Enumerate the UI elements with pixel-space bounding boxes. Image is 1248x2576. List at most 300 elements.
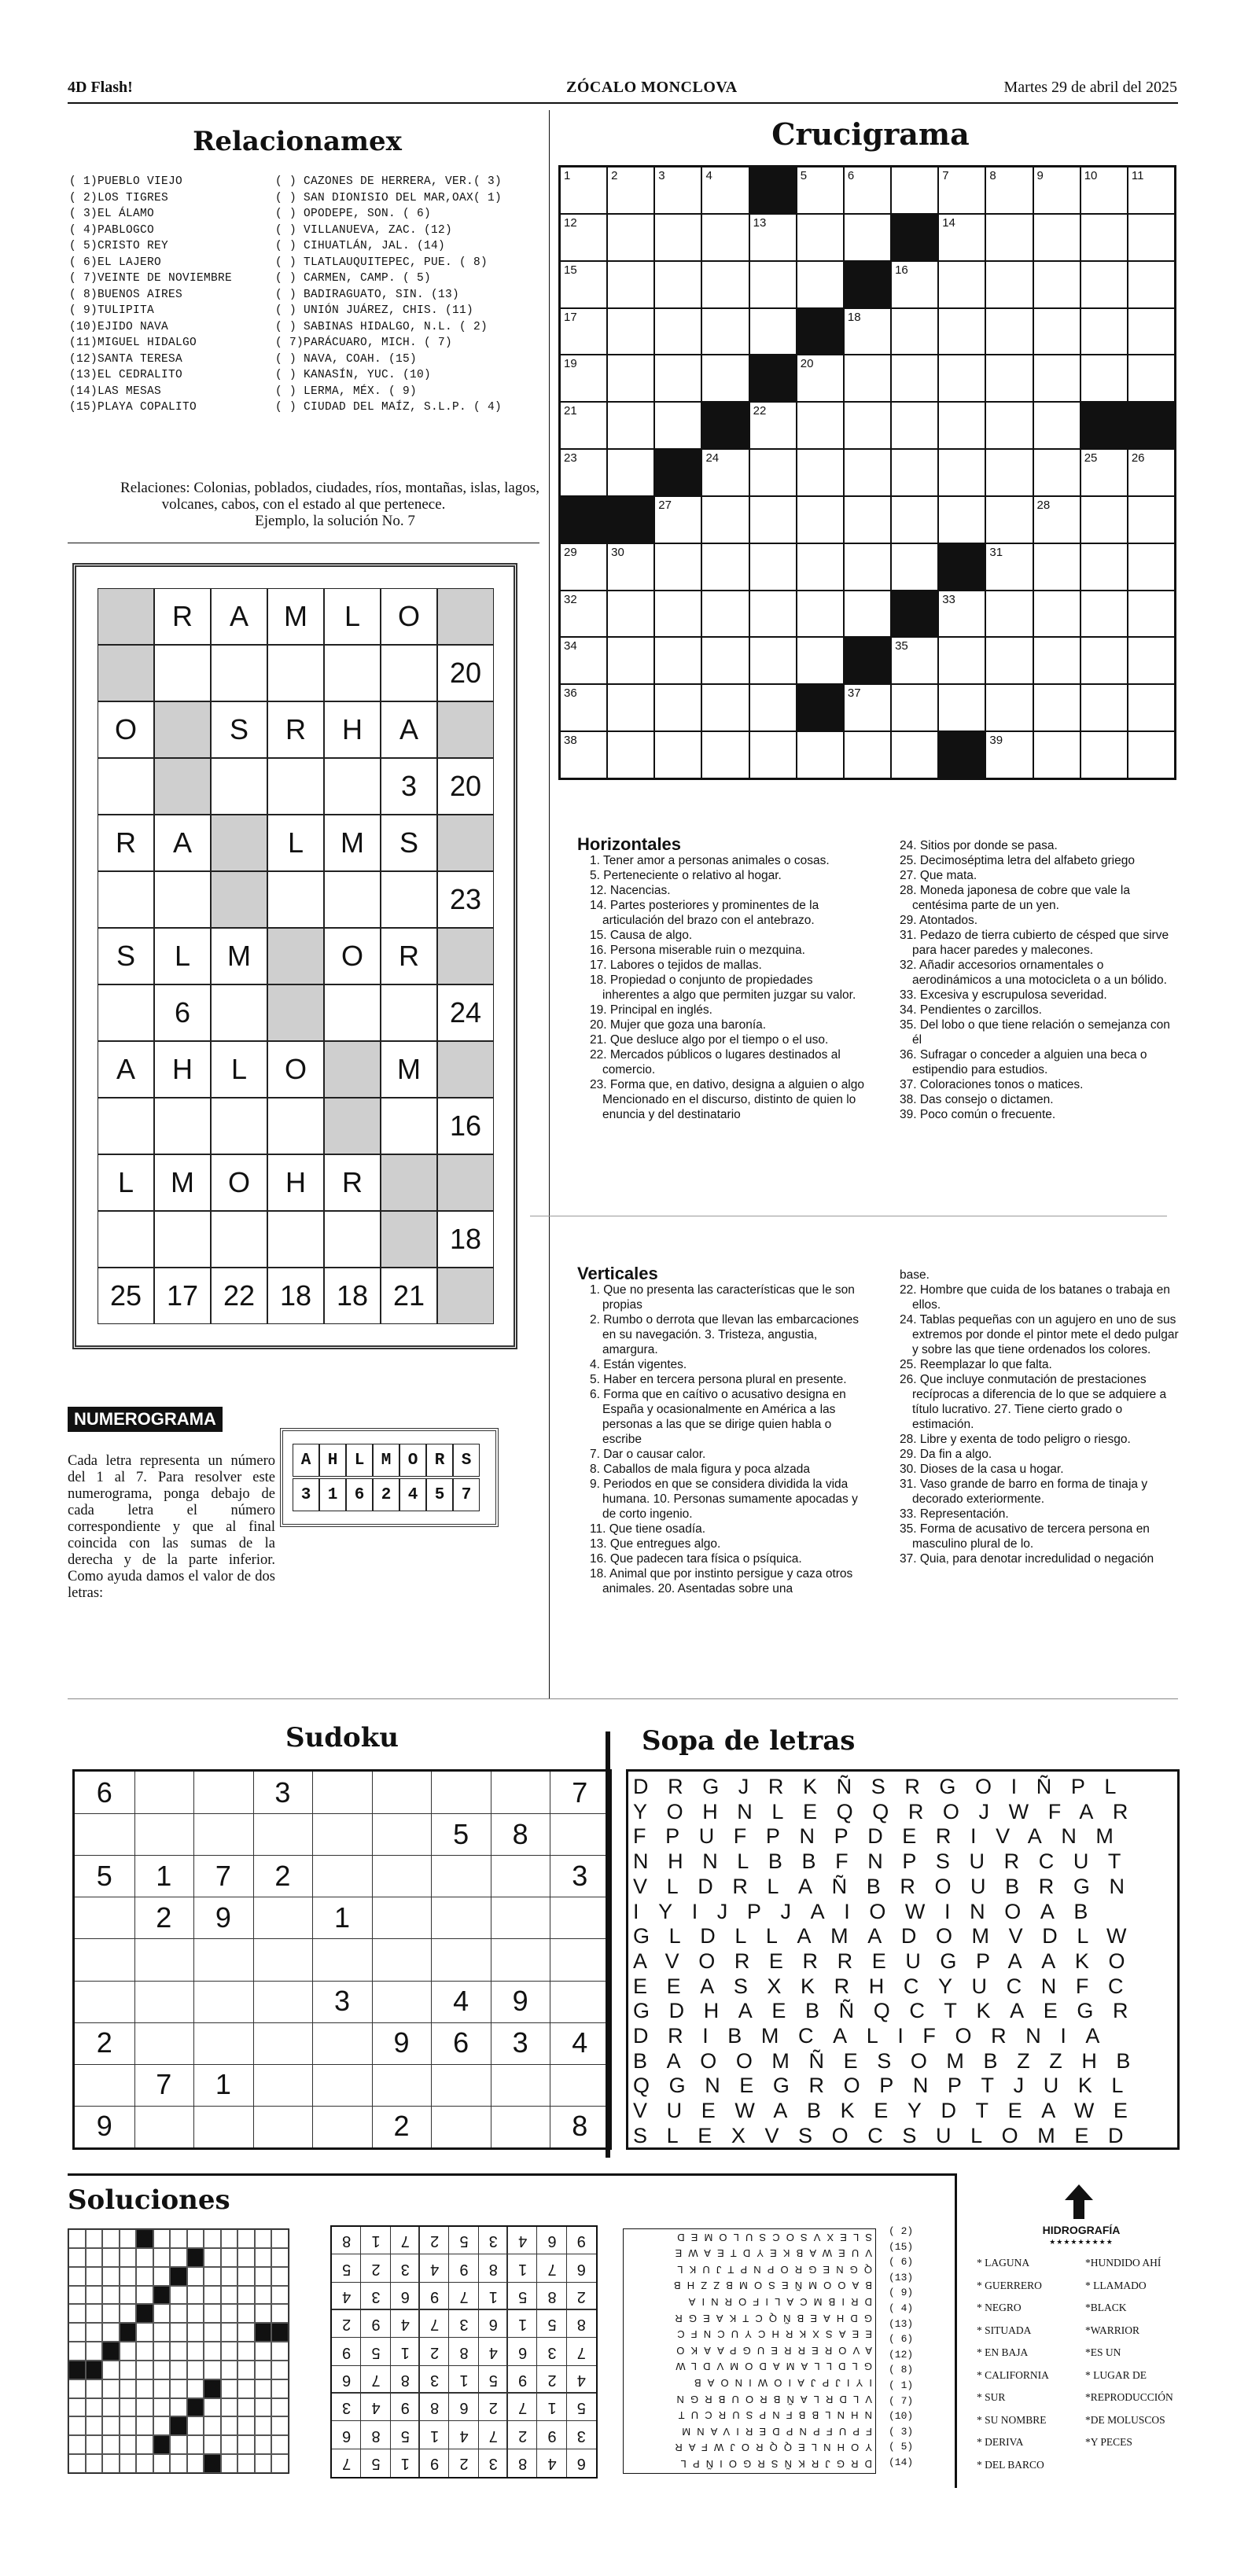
clue-item: 14. Partes posteriores y prominentes de la articulación del brazo con el antebrazo.: [590, 899, 819, 927]
crossword-cell: [607, 167, 654, 214]
crossword-cell: [1033, 449, 1080, 496]
relacionamex-answer: ( ): [275, 401, 297, 414]
crossword-cell: [1080, 355, 1128, 402]
hidrografia-word: * SUR: [977, 2391, 1006, 2403]
solution-sudoku-cell: 9: [371, 2316, 381, 2334]
numerograma-key-number: 7: [453, 1478, 480, 1511]
crossword-cell: [1128, 355, 1175, 402]
solution-crossword-cell: [170, 2286, 187, 2305]
numerograma-cell: [381, 871, 437, 928]
crossword-cell: [701, 214, 749, 261]
crossword-number: 12: [564, 215, 577, 230]
crossword-block: [844, 261, 891, 308]
solution-sudoku-cell: 9: [576, 2232, 586, 2250]
solution-sudoku-cell: 8: [400, 2371, 410, 2389]
relacionamex-answer: ( ): [275, 223, 297, 237]
numerograma-cell: [211, 758, 267, 815]
solution-sopa-row: DRIBMCALIFORNIA: [682, 2296, 872, 2308]
solution-crossword-cell: [237, 2304, 255, 2323]
relacionamex-location: UNIÓN JUÁREZ, CHIS. (11): [304, 304, 474, 317]
solution-crossword-cell: [187, 2416, 204, 2435]
crossword-number: 4: [705, 169, 712, 182]
sudoku-cell: 2: [393, 2110, 410, 2143]
clue-item: 28. Libre y exenta de todo peligro o riesgo.: [900, 1433, 1131, 1446]
clue-item: 25. Decimoséptima letra del alfabeto griego: [900, 854, 1135, 867]
solution-sudoku-cell: 2: [576, 2287, 586, 2306]
sudoku-gridline: [372, 1772, 373, 2147]
relacionamex-place: ( 6)EL LAJERO: [69, 256, 162, 269]
crossword-cell: [797, 496, 844, 543]
crossword-cell: [938, 355, 985, 402]
crossword-cell: [938, 449, 985, 496]
crossword-cell: [985, 591, 1033, 638]
solution-crossword-cell: [136, 2323, 153, 2342]
solution-sudoku-cell: 4: [518, 2232, 528, 2250]
relacionamex-row: [69, 224, 525, 241]
crossword-number: 30: [611, 545, 624, 559]
verticales-column-b: [887, 1268, 1180, 1566]
solution-sudoku-cell: 8: [371, 2427, 381, 2445]
relacionamex-location: BADIRAGUATO, SIN. (13): [304, 288, 460, 301]
clue-item: 29. Da fin a algo.: [900, 1448, 992, 1461]
solution-crossword-cell: [68, 2267, 86, 2286]
solution-sopa-row: QGNEGROPNPTJUKL: [671, 2263, 872, 2276]
solution-crossword-cell: [153, 2416, 171, 2435]
crossword-cell: [797, 731, 844, 778]
newspaper-name: ZÓCALO MONCLOVA: [566, 79, 738, 96]
relacionamex-answer: ( 7): [275, 337, 304, 349]
numerograma-key-number: 2: [373, 1478, 399, 1511]
numerograma-shaded-cell: [437, 928, 494, 984]
relacionamex-row: [69, 321, 525, 337]
solution-crossword-cell: [102, 2416, 120, 2435]
hidrografia-word: *ES UN: [1085, 2346, 1121, 2358]
numerograma-shaded-cell: [437, 588, 494, 645]
solution-crossword-cell: [120, 2416, 137, 2435]
crossword-cell: [844, 308, 891, 355]
relacionamex-location: CAZONES DE HERRERA, VER.( 3): [304, 175, 503, 188]
crossword-cell: [1128, 684, 1175, 731]
crossword-number: 27: [658, 498, 672, 512]
crossword-cell: [1033, 214, 1080, 261]
numerograma-cell: M: [324, 815, 381, 871]
sudoku-grid: [72, 1769, 612, 2150]
numerograma-key-letter: O: [399, 1444, 426, 1477]
solution-relacionamex-number: ( 3): [889, 2425, 914, 2438]
sudoku-cell: 6: [453, 2026, 469, 2059]
clue-item: 37. Coloraciones tonos o matices.: [900, 1078, 1084, 1091]
numerograma-cell: R: [324, 1154, 381, 1211]
solution-sudoku-cell: 1: [459, 2371, 469, 2389]
solution-crossword-cell: [255, 2248, 272, 2267]
solution-sopa-row: NHNLBBFNPSURCUT: [672, 2409, 872, 2422]
sudoku-gridline: [75, 1938, 609, 1939]
solution-crossword-cell: [204, 2248, 221, 2267]
numerograma-cell: H: [267, 1154, 324, 1211]
solution-sudoku-cell: 6: [488, 2316, 498, 2334]
solution-sudoku-cell: 5: [459, 2232, 469, 2250]
solution-crossword-block: [153, 2435, 171, 2454]
numerograma-cell: O: [267, 1041, 324, 1098]
solution-crossword-cell: [271, 2342, 289, 2361]
crossword-cell: [891, 308, 938, 355]
crossword-cell: [701, 591, 749, 638]
arrow-up-icon: [1062, 2183, 1096, 2225]
solution-crossword-block: [102, 2342, 120, 2361]
hidrografia-word: * CALIFORNIA: [977, 2368, 1049, 2381]
relacionamex-answer: ( ): [275, 191, 297, 204]
crossword-cell: [560, 308, 607, 355]
solution-crossword-block: [68, 2361, 86, 2379]
solution-sudoku-cell: 3: [371, 2287, 381, 2306]
hidrografia-word: * DERIVA: [977, 2436, 1024, 2448]
crossword-cell: [891, 731, 938, 778]
solution-crossword-cell: [271, 2361, 289, 2379]
solution-crossword-block: [153, 2286, 171, 2305]
numerograma-cell: O: [324, 928, 381, 984]
solution-crossword-block: [255, 2323, 272, 2342]
solution-sudoku-cell: 5: [576, 2399, 586, 2417]
solution-sopa-row: AVORERREUGPAAKO: [670, 2344, 872, 2357]
relacionamex-place: (11)MIGUEL HIDALGO: [69, 337, 197, 349]
crossword-block: [701, 402, 749, 449]
solution-crossword-cell: [255, 2286, 272, 2305]
soluciones-title: Soluciones: [68, 2184, 230, 2216]
crossword-cell: [938, 402, 985, 449]
solution-crossword-cell: [170, 2398, 187, 2417]
solution-crossword-cell: [68, 2342, 86, 2361]
solution-sudoku-cell: 5: [371, 2454, 381, 2472]
crossword-number: 2: [611, 169, 618, 182]
solution-crossword-cell: [271, 2398, 289, 2417]
crossword-cell: [701, 684, 749, 731]
solution-crossword-cell: [102, 2454, 120, 2473]
sopa-row: QGNEGROPNPTJUKL: [633, 2074, 1143, 2098]
solution-crossword-cell: [120, 2304, 137, 2323]
crossword-cell: [985, 261, 1033, 308]
verticales-column-a: [577, 1266, 873, 1596]
relacionamex-answer: ( ): [275, 385, 297, 398]
crossword-cell: [607, 591, 654, 638]
solution-crossword-cell: [255, 2267, 272, 2286]
numerograma-cell: [98, 871, 154, 928]
crossword-number: 16: [895, 263, 908, 277]
sopa-row: DRGJRKÑSRGOIÑPL: [633, 1775, 1136, 1798]
solution-crossword-cell: [170, 2304, 187, 2323]
solution-crossword-cell: [255, 2361, 272, 2379]
solution-crossword-cell: [221, 2229, 238, 2248]
sudoku-cell: 5: [96, 1859, 112, 1892]
crossword-number: 29: [564, 545, 577, 559]
numerograma-cell: M: [211, 928, 267, 984]
crossword-cell: [1033, 355, 1080, 402]
crossword-cell: [985, 496, 1033, 543]
numerograma-cell: A: [211, 588, 267, 645]
solution-crossword-cell: [120, 2454, 137, 2473]
crossword-cell: [891, 261, 938, 308]
crossword-cell: [844, 591, 891, 638]
crossword-cell: [1080, 167, 1128, 214]
crossword-cell: [844, 731, 891, 778]
crossword-cell: [749, 543, 797, 591]
crossword-cell: [938, 591, 985, 638]
solution-crossword-cell: [86, 2323, 103, 2342]
solution-crossword-cell: [271, 2286, 289, 2305]
crossword-block: [844, 637, 891, 684]
solution-sudoku-cell: 1: [400, 2343, 410, 2361]
solution-crossword-cell: [102, 2398, 120, 2417]
solution-crossword-cell: [120, 2398, 137, 2417]
clue-item: 7. Dar o causar calor.: [590, 1448, 706, 1461]
solution-crossword-cell: [102, 2248, 120, 2267]
solution-sudoku-cell: 2: [488, 2399, 498, 2417]
crossword-cell: [560, 355, 607, 402]
clue-item: 15. Causa de algo.: [590, 929, 693, 942]
numerograma-cell: 20: [437, 645, 494, 701]
relacionamex-row: [69, 192, 525, 208]
solution-crossword-cell: [170, 2323, 187, 2342]
numerograma-cell: [267, 1211, 324, 1268]
crossword-cell: [1080, 731, 1128, 778]
solution-sudoku-cell: 6: [576, 2260, 586, 2278]
solution-crossword-cell: [271, 2416, 289, 2435]
solution-crossword-block: [120, 2323, 137, 2342]
numerograma-cell: M: [381, 1041, 437, 1098]
crossword-cell: [654, 591, 701, 638]
crossword-cell: [701, 543, 749, 591]
relacionamex-place: ( 4)PABLOGCO: [69, 223, 155, 237]
clue-item: 31. Pedazo de tierra cubierto de césped que sirve para hacer paredes y malecones.: [900, 929, 1169, 957]
numerograma-shaded-cell: [267, 984, 324, 1041]
clue-item: 20. Mujer que goza una baronía.: [590, 1018, 767, 1032]
crossword-block: [560, 496, 607, 543]
solution-sudoku-cell: 8: [518, 2454, 528, 2472]
solution-crossword-cell: [237, 2361, 255, 2379]
solution-crossword-cell: [221, 2454, 238, 2473]
sopa-row: GDHAEBÑQCTKAEGR: [633, 1999, 1148, 2023]
solution-crossword-cell: [187, 2361, 204, 2379]
numerograma-cell: A: [381, 701, 437, 758]
crossword-cell: [1128, 167, 1175, 214]
crossword-cell: [654, 167, 701, 214]
solution-sudoku-cell: 2: [547, 2371, 557, 2389]
numerograma-key-number: 1: [319, 1478, 346, 1511]
sudoku-cell: 4: [453, 1985, 469, 2018]
solution-sudoku-cell: 1: [488, 2287, 498, 2306]
solution-crossword-cell: [204, 2304, 221, 2323]
relacionamex-location: LERMA, MÉX. ( 9): [304, 385, 418, 398]
clue-item: 13. Que entregues algo.: [590, 1537, 721, 1551]
solution-sudoku-cell: 4: [488, 2343, 498, 2361]
crossword-cell: [607, 214, 654, 261]
numerograma-key-number: 6: [346, 1478, 373, 1511]
numerograma-key-letter: M: [373, 1444, 399, 1477]
solution-sopa-row: VUEWABKEYDTEAWE: [668, 2247, 872, 2260]
solution-crossword-cell: [153, 2361, 171, 2379]
relacionamex-answer: ( ): [275, 272, 297, 285]
solution-crossword-cell: [170, 2248, 187, 2267]
sudoku-gridline: [253, 1772, 254, 2147]
numerograma-shaded-cell: [437, 1041, 494, 1098]
solution-crossword-cell: [255, 2398, 272, 2417]
crossword-cell: [985, 355, 1033, 402]
solution-crossword-cell: [136, 2248, 153, 2267]
solution-crossword-cell: [271, 2229, 289, 2248]
crossword-cell: [749, 496, 797, 543]
solution-sudoku-cell: 8: [342, 2232, 352, 2250]
solution-crossword-cell: [86, 2304, 103, 2323]
crossword-cell: [1080, 261, 1128, 308]
crossword-cell: [891, 355, 938, 402]
solution-sopa-row: BAOOMÑESOMBZZHB: [667, 2280, 872, 2292]
solution-sudoku-cell: 7: [576, 2343, 586, 2361]
crossword-cell: [701, 308, 749, 355]
crossword-block: [891, 214, 938, 261]
numerograma-cell: O: [381, 588, 437, 645]
solution-crossword-cell: [237, 2342, 255, 2361]
relacionamex-place: ( 3)EL ÁLAMO: [69, 208, 155, 220]
crossword-cell: [607, 308, 654, 355]
crossword-block: [797, 684, 844, 731]
numerograma-cell: [154, 1211, 211, 1268]
solution-sudoku-cell: 7: [488, 2427, 498, 2445]
solution-sopa-row: GLDLLAMADOMVDLW: [669, 2361, 872, 2373]
sudoku-cell: 4: [572, 2026, 588, 2059]
solution-crossword-cell: [221, 2435, 238, 2454]
solution-sudoku-cell: 2: [430, 2232, 440, 2250]
sudoku-cell: 1: [333, 1901, 350, 1934]
numerograma-cell: R: [381, 928, 437, 984]
numerograma-shaded-cell: [267, 928, 324, 984]
numerograma-cell: R: [154, 588, 211, 645]
crossword-number: 20: [800, 357, 814, 371]
crossword-cell: [749, 308, 797, 355]
sudoku-cell: 7: [215, 1859, 231, 1892]
numerograma-instructions: Cada letra representa un número del 1 al 7. Para resolver este numerograma, ponga debajo de cada letra el número correspondiente y que al final coincida con las sumas de la derecha y de la parte inferior. Como ayuda damos el valor de dos letras:: [68, 1453, 275, 1601]
crossword-cell: [701, 496, 749, 543]
relacionamex-answer: ( ): [275, 369, 297, 381]
numerograma-shaded-cell: [211, 815, 267, 871]
solution-crossword-cell: [271, 2248, 289, 2267]
relacionamex-answer: ( ): [275, 288, 297, 301]
crossword-cell: [654, 308, 701, 355]
numerograma-cell: 18: [267, 1268, 324, 1324]
solution-crossword-cell: [255, 2416, 272, 2435]
crossword-number: 39: [989, 734, 1003, 748]
crossword-cell: [654, 496, 701, 543]
horizontales-column-a: [577, 834, 873, 1122]
solution-sudoku-cell: 9: [459, 2260, 469, 2278]
numerograma-cell: S: [211, 701, 267, 758]
clue-item: 18. Propiedad o conjunto de propiedades inherentes a algo que permiten juzgar su valor.: [590, 973, 856, 1002]
crossword-number: 34: [564, 639, 577, 653]
clue-item: 31. Vaso grande de barro en forma de tinaja y decorado exteriormente.: [900, 1478, 1148, 1506]
solution-crossword-cell: [68, 2229, 86, 2248]
numerograma-cell: A: [154, 815, 211, 871]
solution-sudoku-cell: 9: [400, 2399, 410, 2417]
clue-item: 8. Caballos de mala figura y poca alzada: [590, 1463, 811, 1476]
hidrografia-word: * NEGRO: [977, 2302, 1022, 2313]
solution-crossword-block: [187, 2248, 204, 2267]
solution-crossword-cell: [136, 2416, 153, 2435]
solution-crossword-cell: [204, 2323, 221, 2342]
solution-sudoku-cell: 1: [430, 2427, 440, 2445]
hidrografia-stars: ★★★★★★★★★: [1049, 2238, 1114, 2246]
solution-sudoku-cell: 6: [547, 2232, 557, 2250]
solution-sudoku-cell: 2: [459, 2454, 469, 2472]
relacionamex-location: SABINAS HIDALGO, N.L. ( 2): [304, 320, 488, 333]
solution-crossword-cell: [170, 2435, 187, 2454]
relacionamex-place: ( 5)CRISTO REY: [69, 240, 169, 252]
numerograma-key-number: 5: [426, 1478, 453, 1511]
crossword-cell: [654, 731, 701, 778]
solution-crossword-cell: [153, 2248, 171, 2267]
solution-crossword-cell: [120, 2435, 137, 2454]
clue-item: 6. Forma que en caítivo o acusativo designa en España y ocasionalmente en América a las personas a las que se dirige quien habla o escribe: [590, 1388, 846, 1446]
solution-crossword-cell: [187, 2342, 204, 2361]
horizontales-title: Horizontales: [577, 834, 682, 854]
solution-sudoku-cell: 3: [400, 2260, 410, 2278]
solution-crossword-cell: [187, 2229, 204, 2248]
solution-crossword-cell: [237, 2454, 255, 2473]
solution-crossword-cell: [187, 2323, 204, 2342]
clue-item: 24. Tablas pequeñas con un agujero en uno de sus extremos por donde el pintor mete el dedo pulgar y sobre las que tiene ordenados los colores.: [900, 1313, 1179, 1356]
numerograma-cell: 24: [437, 984, 494, 1041]
crossword-cell: [1033, 684, 1080, 731]
solution-crossword-block: [170, 2267, 187, 2286]
numerograma-cell: [154, 1098, 211, 1154]
solution-crossword-cell: [102, 2304, 120, 2323]
solution-sopa-row: VLDRLAÑBROUBRGN: [670, 2393, 872, 2405]
crossword-number: 32: [564, 592, 577, 606]
solucion-crucigrama: [68, 2228, 289, 2474]
crossword-number: 8: [989, 169, 996, 182]
crossword-cell: [1128, 261, 1175, 308]
solution-sudoku-cell: 6: [576, 2454, 586, 2472]
crucigrama-title: Crucigrama: [771, 116, 970, 152]
crossword-number: 13: [753, 215, 767, 230]
solution-crossword-cell: [170, 2342, 187, 2361]
crossword-number: 18: [847, 310, 861, 324]
crossword-cell: [607, 637, 654, 684]
relacionamex-location: PARÁCUARO, MICH. ( 7): [304, 337, 453, 349]
crossword-number: 36: [564, 686, 577, 701]
relacionamex-location: NAVA, COAH. (15): [304, 352, 418, 366]
clue-item: 39. Poco común o frecuente.: [900, 1108, 1056, 1121]
solution-sudoku-cell: 7: [547, 2260, 557, 2278]
middle-rule: [68, 1698, 1178, 1699]
crossword-number: 22: [753, 404, 767, 418]
relacionamex-place: (15)PLAYA COPALITO: [69, 401, 197, 414]
solution-sudoku-cell: 3: [488, 2454, 498, 2472]
solution-crossword-block: [187, 2398, 204, 2417]
solution-sudoku-cell: 8: [430, 2399, 440, 2417]
numerograma-cell: [154, 645, 211, 701]
solution-relacionamex-number: ( 6): [889, 2333, 914, 2346]
solution-sudoku-cell: 6: [400, 2287, 410, 2306]
numerograma-shaded-cell: [437, 701, 494, 758]
crossword-cell: [1033, 167, 1080, 214]
crossword-number: 37: [847, 686, 861, 701]
crossword-number: 17: [564, 310, 577, 324]
hidrografia-title: HIDROGRAFÍA: [1042, 2224, 1121, 2236]
crossword-cell: [654, 261, 701, 308]
column-divider: [549, 110, 550, 1698]
crossword-cell: [1033, 261, 1080, 308]
relacionamex-location: TLATLAUQUITEPEC, PUE. ( 8): [304, 256, 488, 269]
solution-crossword-cell: [136, 2267, 153, 2286]
hidrografia-word: *DE MOLUSCOS: [1085, 2413, 1165, 2426]
